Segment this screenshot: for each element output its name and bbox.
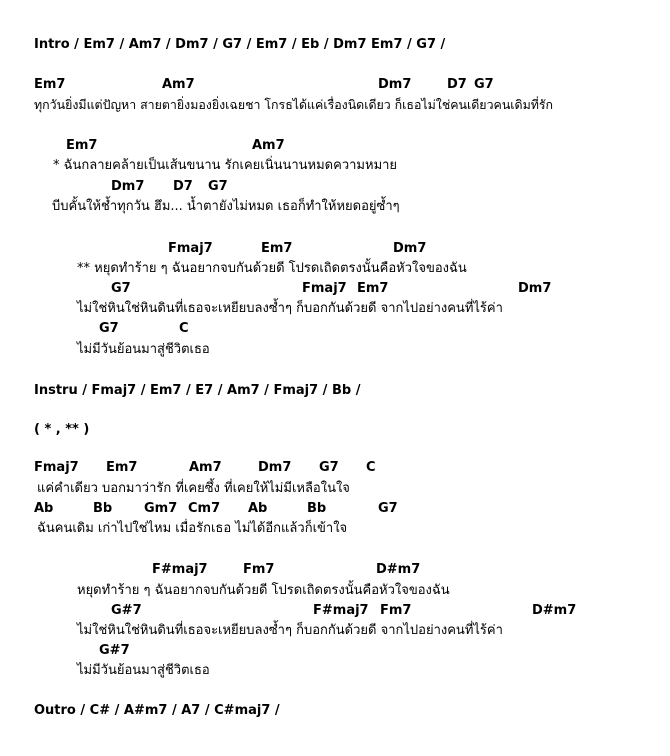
chord: Ab <box>34 501 54 516</box>
chord: Em7 <box>106 460 138 475</box>
lyric-line: ไม่ใช่หินใช่หินดินที่เธอจะเหยียบลงซ้ำๆ ก็บอกกันด้วยดี จากไปอย่างคนที่ไร้ค่า <box>77 623 503 638</box>
lyric-line: หยุดทำร้าย ๆ ฉันอยากจบกันด้วยดี โปรดเถิดตรงนั้นคือหัวใจของฉัน <box>77 583 450 598</box>
lyric-line: บีบคั้นให้ช้ำทุกวัน ฮึม... น้ำตายังไม่หมด เธอก็ทำให้หยดอยู่ซ้ำๆ <box>52 199 400 214</box>
chord: Dm7 <box>378 77 412 92</box>
chord: Ab <box>248 501 268 516</box>
chord: D#m7 <box>532 603 577 618</box>
chord: Bb <box>93 501 113 516</box>
chord: Fmaj7 <box>302 281 347 296</box>
chord: F#maj7 <box>152 562 208 577</box>
lyric-line: ไม่มีวันย้อนมาสู่ชีวิตเธอ <box>77 342 210 357</box>
chord: Dm7 <box>111 179 145 194</box>
chord: G#7 <box>111 603 142 618</box>
repeat-marker: ( * , ** ) <box>34 422 90 437</box>
lyric-line: * ฉันกลายคล้ายเป็นเส้นขนาน รักเคยเนิ่นนานหมดความหมาย <box>53 158 398 173</box>
chord: Gm7 <box>144 501 178 516</box>
chord: D7 <box>173 179 193 194</box>
chord: Fm7 <box>243 562 275 577</box>
lyric-line: ฉันคนเดิม เก่าไปใช่ไหม เมื่อรักเธอ ไม่ได้อีกแล้วก็เข้าใจ <box>37 521 348 536</box>
chord: G7 <box>111 281 131 296</box>
chord: Am7 <box>189 460 222 475</box>
outro-line: Outro / C# / A#m7 / A7 / C#maj7 / <box>34 703 280 718</box>
lyric-line: ทุกวันยิ่งมีแต่ปัญหา สายตายิ่งมองยิ่งเฉยชา โกรธได้แค่เรื่องนิดเดียว ก็เธอไม่ใช่คนเดียวคนเดิมที่รัก <box>34 97 554 112</box>
chord: Em7 <box>261 241 293 256</box>
chord: Am7 <box>162 77 195 92</box>
chord: Em7 <box>34 77 66 92</box>
chord: Em7 <box>66 138 98 153</box>
chord: Fm7 <box>380 603 412 618</box>
chord: Cm7 <box>188 501 221 516</box>
intro-line: Intro / Em7 / Am7 / Dm7 / G7 / Em7 / Eb / Dm7 Em7 / G7 / <box>34 37 446 52</box>
chord: D7 <box>447 77 467 92</box>
chord: C <box>179 321 189 336</box>
chord: Dm7 <box>518 281 552 296</box>
lyric-line: ไม่มีวันย้อนมาสู่ชีวิตเธอ <box>77 663 210 678</box>
chord: C <box>366 460 376 475</box>
chord: G7 <box>99 321 119 336</box>
lyric-line: ** หยุดทำร้าย ๆ ฉันอยากจบกันด้วยดี โปรดเถิดตรงนั้นคือหัวใจของฉัน <box>77 261 467 276</box>
chord: Bb <box>307 501 327 516</box>
chord: F#maj7 <box>313 603 369 618</box>
lyric-line: แค่คำเดียว บอกมาว่ารัก ที่เคยซึ้ง ที่เคยให้ไม่มีเหลือในใจ <box>37 481 350 496</box>
chord: Em7 <box>357 281 389 296</box>
instru-line: Instru / Fmaj7 / Em7 / E7 / Am7 / Fmaj7 / Bb / <box>34 383 361 398</box>
chord: Am7 <box>252 138 285 153</box>
chord: Dm7 <box>393 241 427 256</box>
chord: G7 <box>208 179 228 194</box>
chord: G7 <box>319 460 339 475</box>
chord: Fmaj7 <box>168 241 213 256</box>
chord: G#7 <box>99 643 130 658</box>
chord: Dm7 <box>258 460 292 475</box>
chord: Fmaj7 <box>34 460 79 475</box>
chord: D#m7 <box>376 562 421 577</box>
lyric-line: ไม่ใช่หินใช่หินดินที่เธอจะเหยียบลงซ้ำๆ ก็บอกกันด้วยดี จากไปอย่างคนที่ไร้ค่า <box>77 301 503 316</box>
chord: G7 <box>474 77 494 92</box>
chord: G7 <box>378 501 398 516</box>
